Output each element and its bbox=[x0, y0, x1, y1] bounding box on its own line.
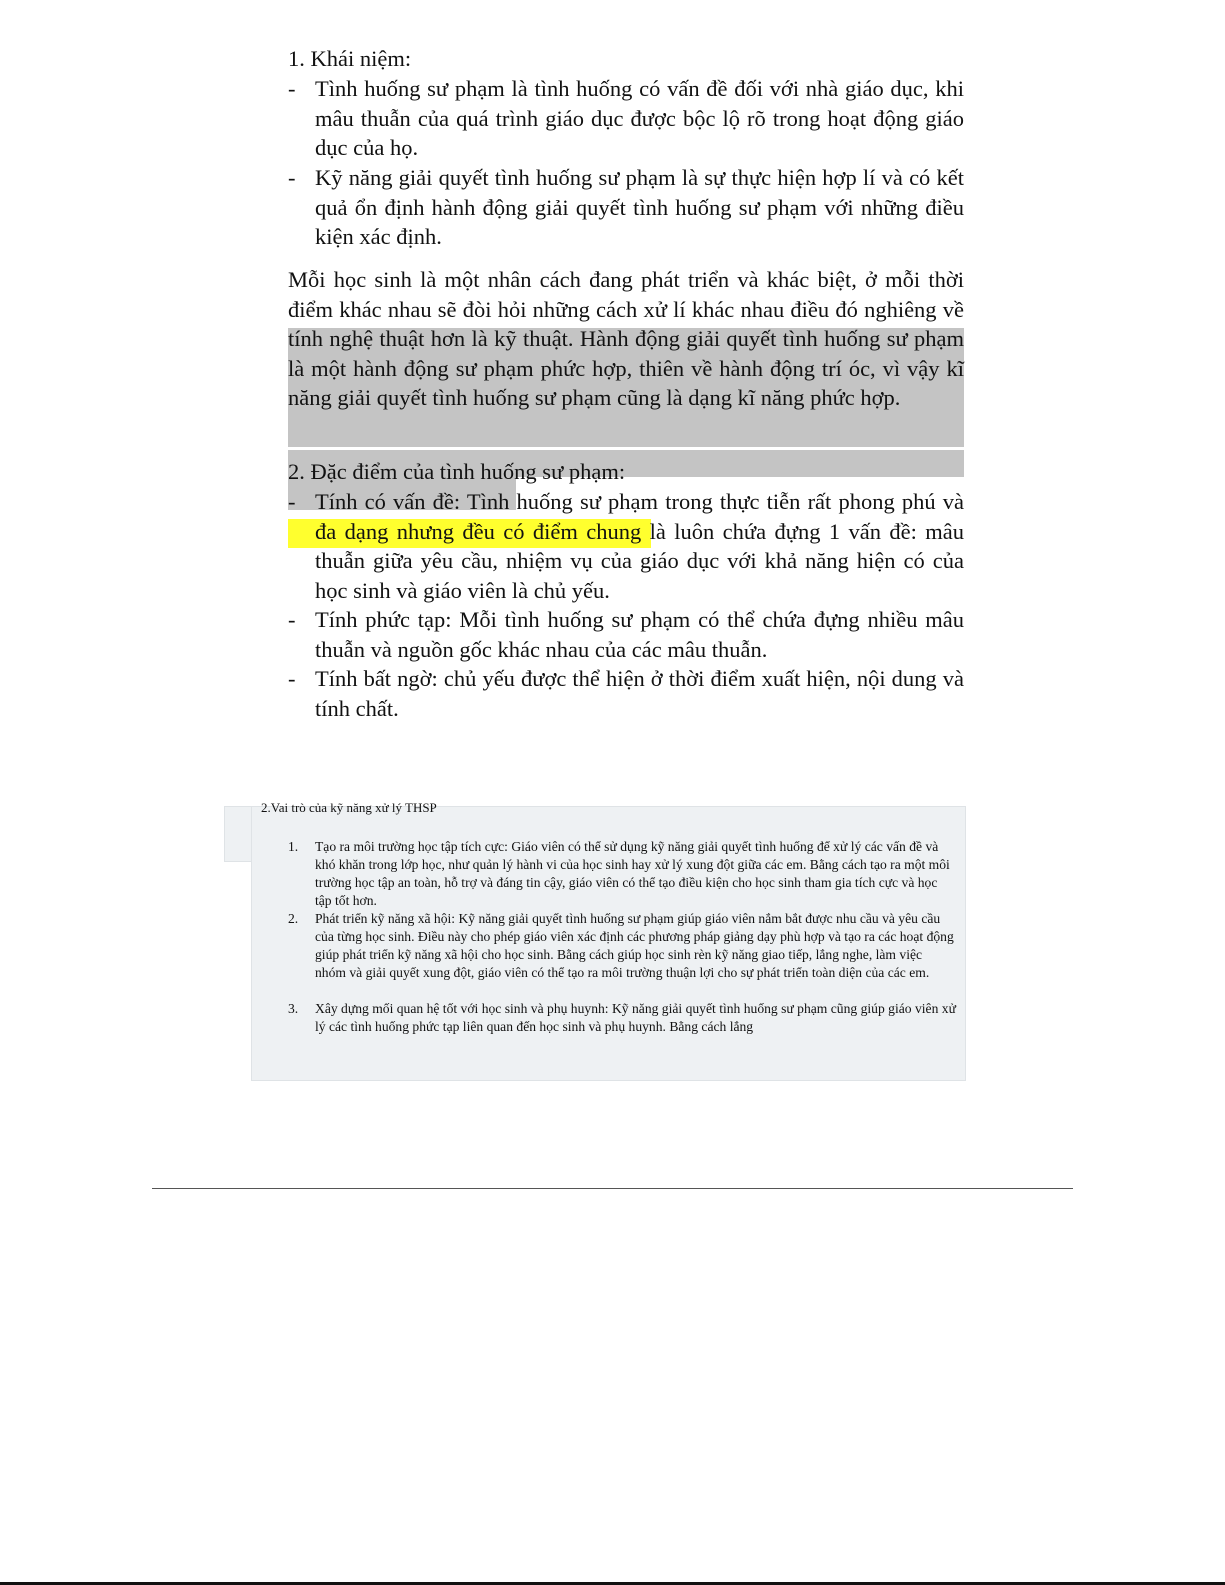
dash-bullet: - bbox=[288, 489, 296, 514]
panel-item-1-text: Tạo ra môi trường học tập tích cực: Giáo viên có thể sử dụng kỹ năng giải quyết tình huống để xử lý các vấn đề và khó khăn trong lớp học, như quản lý hành vi của học sinh hay xử lý xung đột giữa các em. Bằng cách tạo ra một môi trường học tập an toàn, hỗ trợ và đáng tin cậy, giáo viên có thể tạo điều kiện cho học sinh tham gia tích cực và học tập tốt hơn. bbox=[315, 839, 950, 908]
section2-item-2-text: Tính phức tạp: Mỗi tình huống sư phạm có thể chứa đựng nhiều mâu thuẫn và nguồn gốc khác nhau của các mâu thuẫn. bbox=[315, 607, 964, 662]
section1-item-2-text: Kỹ năng giải quyết tình huống sư phạm là sự thực hiện hợp lí và có kết quả ổn định hành động giải quyết tình huống sư phạm với những điều kiện xác định. bbox=[315, 165, 964, 249]
panel-item-1 bbox=[288, 838, 956, 910]
panel-item-number: 1. bbox=[288, 839, 299, 854]
section2-item-1 bbox=[288, 487, 964, 605]
panel-item-3 bbox=[288, 1000, 956, 1036]
dash-bullet: - bbox=[288, 666, 296, 691]
section2-item-3-text: Tính bất ngờ: chủ yếu được thể hiện ở thời điểm xuất hiện, nội dung và tính chất. bbox=[315, 666, 964, 721]
panel-item-2-text: Phát triển kỹ năng xã hội: Kỹ năng giải quyết tình huống sư phạm giúp giáo viên nắm bắt được nhu cầu và yêu cầu của từng học sinh. Điều này cho phép giáo viên xác định các phương pháp giảng dạy phù hợp và tạo ra các hoạt động giúp phát triển kỹ năng xã hội cho học sinh. Bằng cách giúp học sinh rèn kỹ năng giao tiếp, lắng nghe, làm việc nhóm và giải quyết xung đột, giáo viên có thể tạo ra môi trường thuận lợi cho sự phát triển toàn diện của các em. bbox=[315, 911, 954, 980]
section2-item-3 bbox=[288, 664, 964, 723]
dash-bullet: - bbox=[288, 607, 296, 632]
section2-heading: 2. Đặc điểm của tình huống sư phạm: bbox=[288, 459, 626, 484]
panel-item-number: 2. bbox=[288, 911, 299, 926]
section1-heading: 1. Khái niệm: bbox=[288, 46, 412, 71]
section1-item-2 bbox=[288, 163, 964, 252]
panel-item-2 bbox=[288, 910, 956, 982]
panel-title: 2.Vai trò của kỹ năng xử lý THSP bbox=[261, 800, 437, 815]
section1-item-1-text: Tình huống sư phạm là tình huống có vấn đề đối với nhà giáo dục, khi mâu thuẫn của quá trình giáo dục được bộc lộ rõ trong hoạt động giáo dục của họ. bbox=[315, 76, 964, 160]
dash-bullet: - bbox=[288, 76, 296, 101]
dash-bullet: - bbox=[288, 165, 296, 190]
horizontal-rule bbox=[152, 1188, 1073, 1189]
section1-paragraph: Mỗi học sinh là một nhân cách đang phát triển và khác biệt, ở mỗi thời điểm khác nhau sẽ đòi hỏi những cách xử lí khác nhau điều đó nghiêng về tính nghệ thuật hơn là kỹ thuật. Hành động giải quyết tình huống sư phạm là một hành động sư phạm phức hợp, thiên về hành động trí óc, vì vậy kĩ năng giải quyết tình huống sư phạm cũng là dạng kĩ năng phức hợp. bbox=[288, 267, 964, 410]
section2-item-1-text: Tính có vấn đề: Tình huống sư phạm trong thực tiễn rất phong phú và đa dạng nhưng đều có điểm chung là luôn chứa đựng 1 vấn đề: mâu thuẫn giữa yêu cầu, nhiệm vụ của giáo dục với khả năng hiện có của học sinh và giáo viên là chủ yếu. bbox=[315, 489, 964, 603]
panel-tab bbox=[224, 806, 253, 862]
panel-item-3-text: Xây dựng mối quan hệ tốt với học sinh và phụ huynh: Kỹ năng giải quyết tình huống sư phạm cũng giúp giáo viên xử lý các tình huống phức tạp liên quan đến học sinh và phụ huynh. Bằng cách lắng bbox=[315, 1001, 956, 1034]
gray-highlight-4 bbox=[288, 418, 964, 447]
section1-item-1 bbox=[288, 74, 964, 163]
panel-item-number: 3. bbox=[288, 1001, 299, 1016]
section2-item-2 bbox=[288, 605, 964, 664]
